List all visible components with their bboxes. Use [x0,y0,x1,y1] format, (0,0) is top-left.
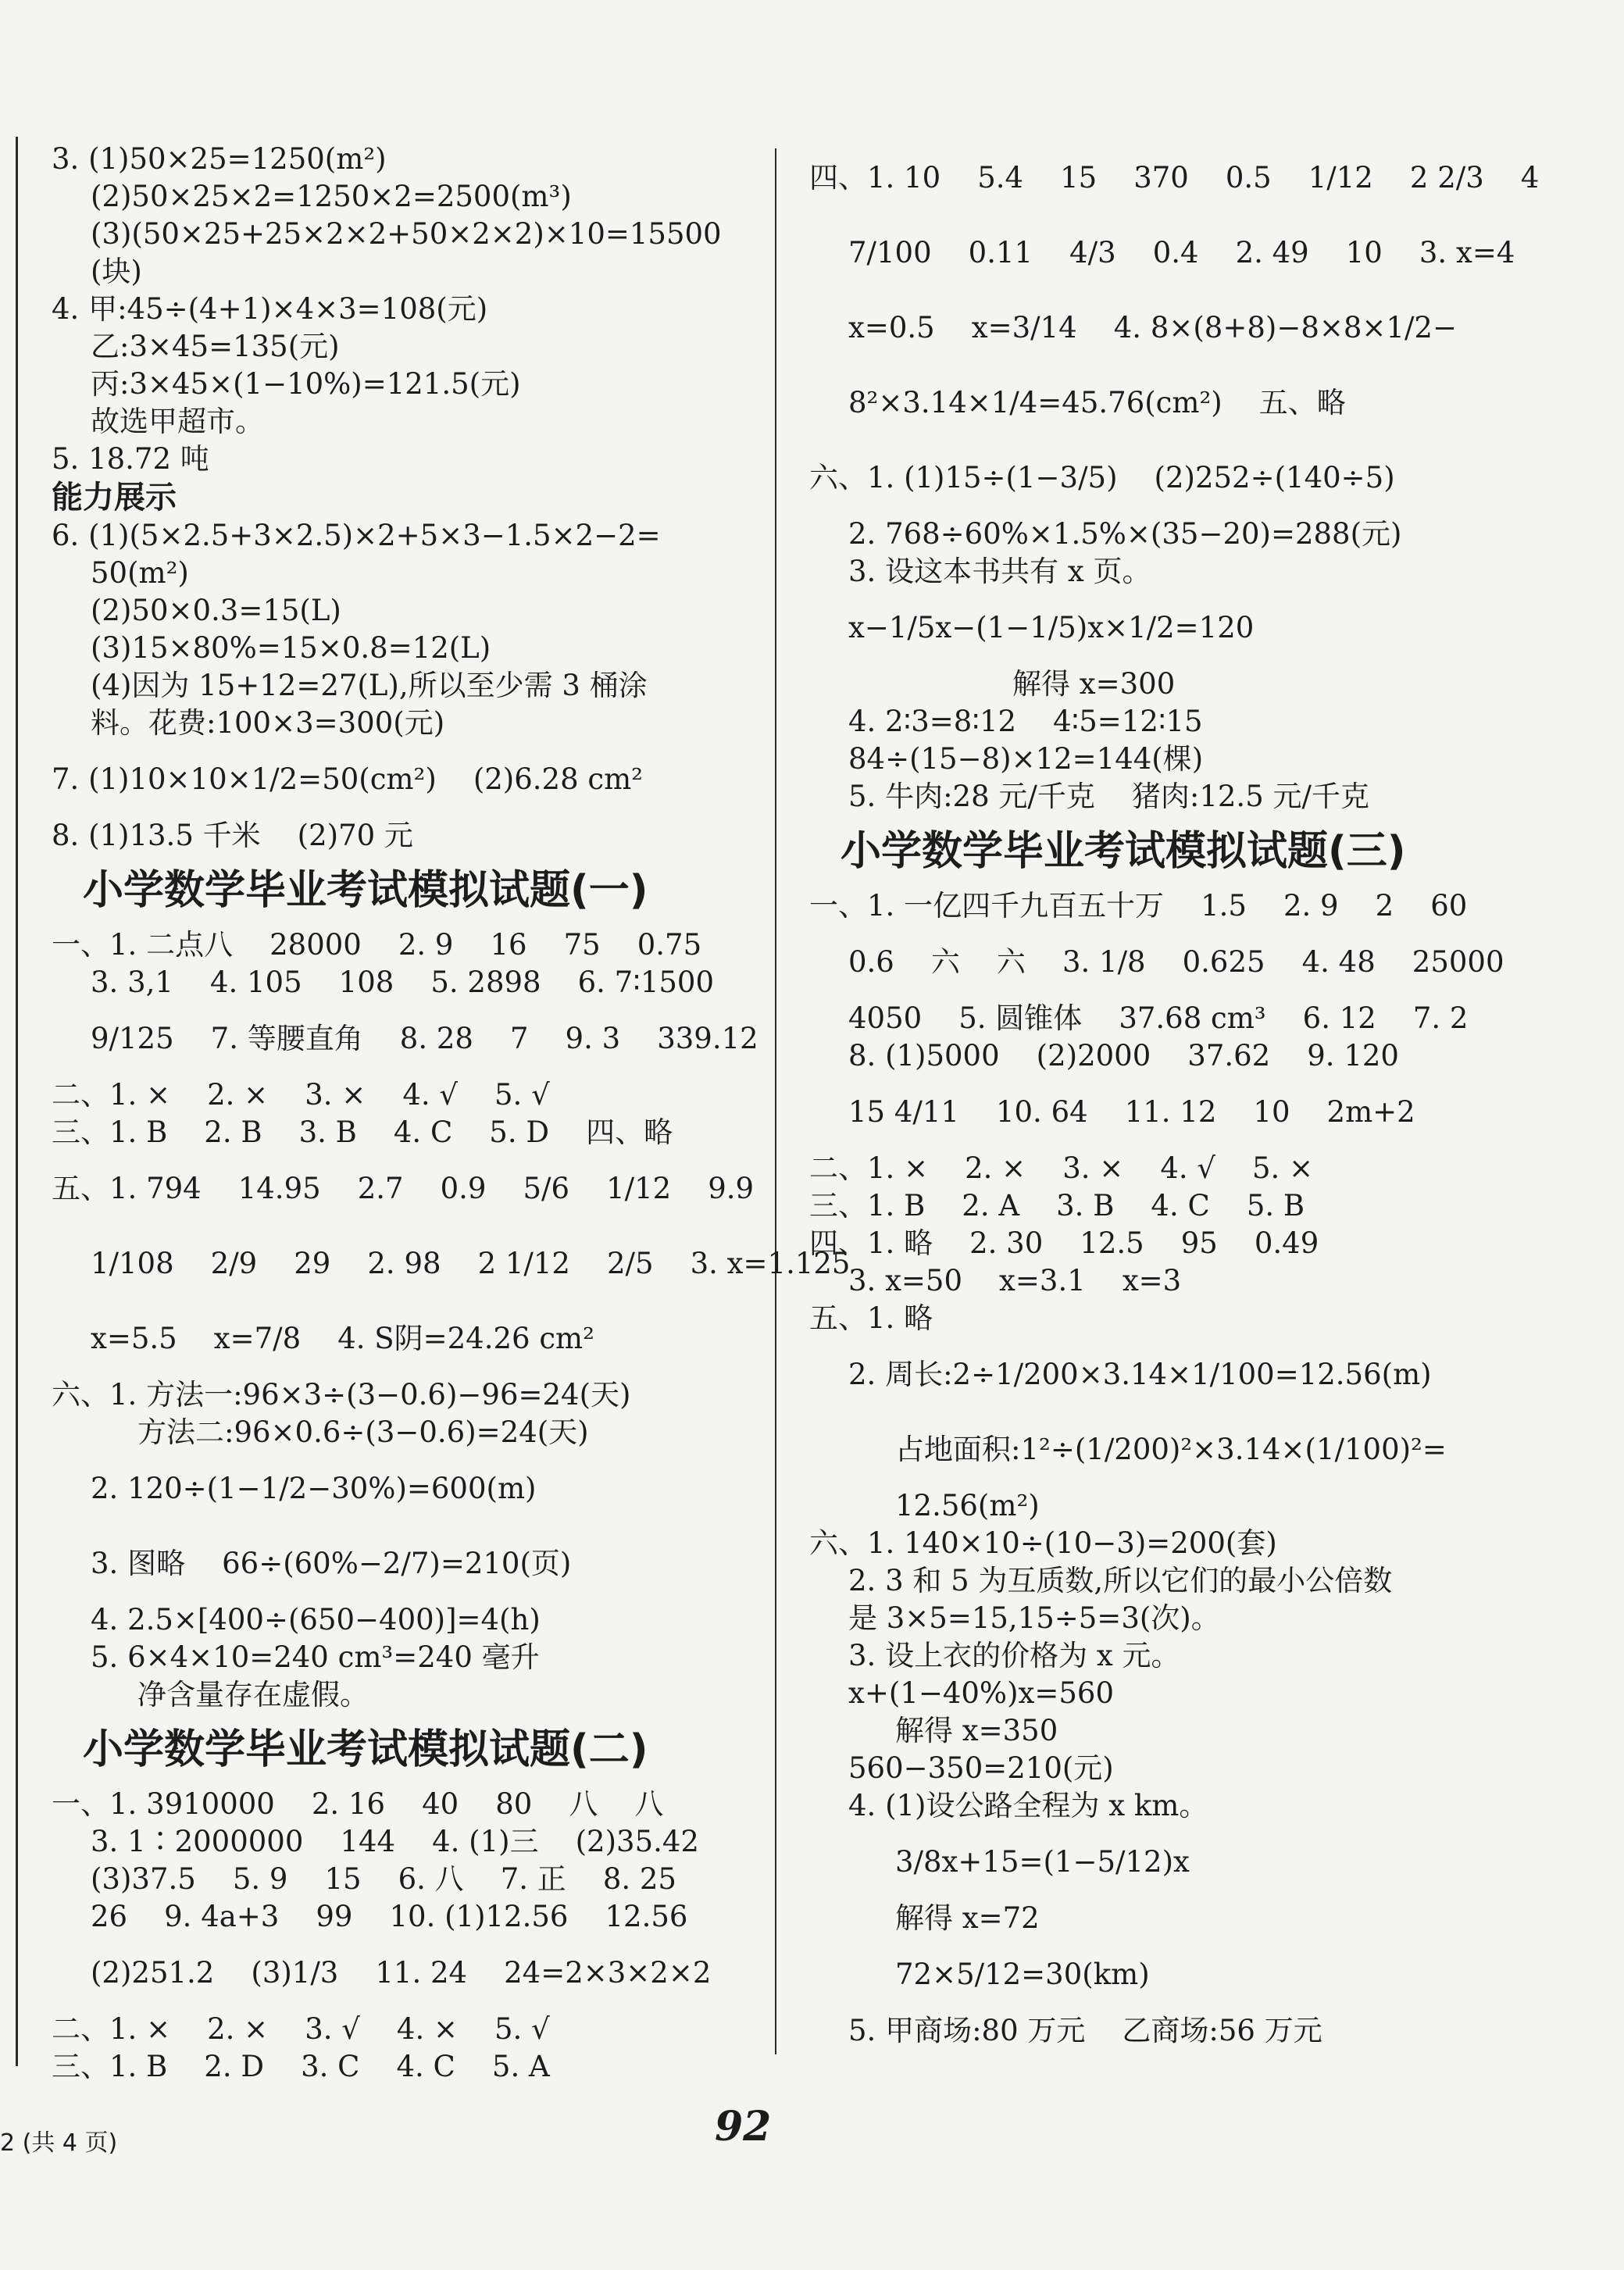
answer-line: 解得 x=300 [1012,667,1176,701]
column-divider [775,148,776,2054]
answer-line: 料。花费:100×3=300(元) [91,706,445,740]
answer-line: 8. (1)5000 (2)2000 37.62 9. 120 [848,1039,1399,1073]
answer-line: 8. (1)13.5 千米 (2)70 元 [52,819,413,852]
answer-line: x=0.5 x=3/14 4. 8×(8+8)−8×8×1/2− [848,311,1457,344]
answer-line: 解得 x=350 [895,1714,1058,1747]
answer-line: 4. (1)设公路全程为 x km。 [848,1789,1208,1822]
answer-line: 6. (1)(5×2.5+3×2.5)×2+5×3−1.5×2−2= [52,519,661,552]
answer-line: 四、1. 略 2. 30 12.5 95 0.49 [809,1226,1319,1260]
answer-line: 是 3×5=15,15÷5=3(次)。 [848,1601,1220,1635]
answer-line: 一、1. 3910000 2. 16 40 80 八 八 [52,1787,664,1821]
answer-line: 3. 设这本书共有 x 页。 [848,555,1151,588]
answer-line: 15 4/11 10. 64 11. 12 10 2m+2 [848,1095,1415,1129]
answer-line: 7/100 0.11 4/3 0.4 2. 49 10 3. x=4 [848,236,1515,269]
answer-line: 5. 甲商场:80 万元 乙商场:56 万元 [848,2014,1322,2047]
answer-line: 2. 768÷60%×1.5%×(35−20)=288(元) [848,517,1402,551]
answer-line: x+(1−40%)x=560 [848,1676,1115,1710]
answer-line: 六、1. 方法一:96×3÷(3−0.6)−96=24(天) [52,1378,631,1412]
answer-line: 一、1. 二点八 28000 2. 9 16 75 0.75 [52,928,702,962]
answer-line: 3. 1∶2000000 144 4. (1)三 (2)35.42 [91,1825,699,1858]
answer-line: 二、1. × 2. × 3. × 4. √ 5. × [809,1151,1314,1185]
answer-line: 2. 周长:2÷1/200×3.14×1/100=12.56(m) [848,1358,1432,1391]
answer-line: 一、1. 一亿四千九百五十万 1.5 2. 9 2 60 [809,889,1468,923]
answer-line: 乙:3×45=135(元) [91,330,340,363]
answer-line: 8²×3.14×1/4=45.76(cm²) 五、略 [848,386,1346,419]
answer-line: (2)50×0.3=15(L) [91,594,341,627]
left-answer-column [52,141,851,2086]
answer-line: 2. 120÷(1−1/2−30%)=600(m) [91,1472,537,1505]
answer-line: (块) [91,255,142,288]
right-answer-column [809,141,1590,2050]
answer-line: 解得 x=72 [895,1901,1040,1935]
section-heading: 小学数学毕业考试模拟试题(一) [83,867,648,914]
answer-line: 3. x=50 x=3.1 x=3 [848,1264,1182,1297]
answer-line: 0.6 六 六 3. 1/8 0.625 4. 48 25000 [848,945,1504,979]
answer-line: 3. 3,1 4. 105 108 5. 2898 6. 7∶1500 [91,965,715,999]
answer-line: 4. 甲:45÷(4+1)×4×3=108(元) [52,292,488,326]
answer-line: 3. 图略 66÷(60%−2/7)=210(页) [91,1547,572,1580]
answer-line: 四、1. 10 5.4 15 370 0.5 1/12 2 2/3 4 [809,161,1540,195]
answer-line: 2. 3 和 5 为互质数,所以它们的最小公倍数 [848,1564,1393,1597]
answer-line: (3)15×80%=15×0.8=12(L) [91,631,491,665]
answer-line: 3. 设上衣的价格为 x 元。 [848,1639,1180,1672]
answer-line: 9/125 7. 等腰直角 8. 28 7 9. 3 339.12 [91,1022,758,1055]
answer-line: 五、1. 794 14.95 2.7 0.9 5/6 1/12 9.9 [52,1172,755,1205]
answer-line: 二、1. × 2. × 3. × 4. √ 5. √ [52,1078,550,1112]
answer-line: 12.56(m²) [895,1489,1040,1522]
sub-heading: 能力展示 [52,480,177,516]
answer-line: 560−350=210(元) [848,1751,1114,1785]
answer-line: 84÷(15−8)×12=144(棵) [848,742,1204,776]
answer-line: 4. 2∶3=8∶12 4∶5=12∶15 [848,705,1203,738]
answer-line: 50(m²) [91,556,189,590]
answer-line: 7. (1)10×10×1/2=50(cm²) (2)6.28 cm² [52,762,644,796]
answer-line: (2)50×25×2=1250×2=2500(m³) [91,180,572,213]
answer-line: 4050 5. 圆锥体 37.68 cm³ 6. 12 7. 2 [848,1001,1469,1035]
answer-line: 5. 18.72 吨 [52,442,209,476]
answer-line: 5. 牛肉:28 元/千克 猪肉:12.5 元/千克 [848,780,1369,813]
answer-line: 三、1. B 2. D 3. C 4. C 5. A [52,2050,550,2083]
answer-line: 3. (1)50×25=1250(m²) [52,142,387,176]
answer-line: 方法二:96×0.6÷(3−0.6)=24(天) [137,1415,589,1449]
answer-line: 3/8x+15=(1−5/12)x [895,1845,1190,1879]
answer-line: (3)37.5 5. 9 15 6. 八 7. 正 8. 25 [91,1862,676,1896]
answer-line: x=5.5 x=7/8 4. S阴=24.26 cm² [91,1322,594,1355]
answer-line: 净含量存在虚假。 [137,1678,369,1711]
page-count-note: 2 (共 4 页) [0,2129,118,2157]
answer-line: (4)因为 15+12=27(L),所以至少需 3 桶涂 [91,669,648,702]
answer-line: 三、1. B 2. A 3. B 4. C 5. B [809,1189,1305,1222]
answer-line: 故选甲超市。 [91,405,264,438]
left-margin-rule [16,137,18,2066]
answer-line: (3)(50×25+25×2×2+50×2×2)×10=15500 [91,217,722,251]
answer-line: 4. 2.5×[400÷(650−400)]=4(h) [91,1603,541,1636]
answer-line: 丙:3×45×(1−10%)=121.5(元) [91,367,521,401]
answer-line: 二、1. × 2. × 3. √ 4. × 5. √ [52,2012,550,2046]
answer-line: 六、1. (1)15÷(1−3/5) (2)252÷(140÷5) [809,461,1395,494]
answer-line: 26 9. 4a+3 99 10. (1)12.56 12.56 [91,1900,688,1933]
answer-line: 占地面积:1²÷(1/200)²×3.14×(1/100)²= [895,1433,1447,1466]
section-heading: 小学数学毕业考试模拟试题(二) [83,1726,648,1773]
answer-line: 六、1. 140×10÷(10−3)=200(套) [809,1526,1277,1560]
answer-line: (2)251.2 (3)1/3 11. 24 24=2×3×2×2 [91,1956,712,1990]
answer-line: 1/108 2/9 29 2. 98 2 1/12 2/5 3. x=1.125 [91,1247,851,1280]
answer-line: 72×5/12=30(km) [895,1958,1150,1991]
answer-line: 三、1. B 2. B 3. B 4. C 5. D 四、略 [52,1115,673,1149]
answer-line: 五、1. 略 [809,1301,933,1335]
answer-line: x−1/5x−(1−1/5)x×1/2=120 [848,611,1255,644]
section-heading: 小学数学毕业考试模拟试题(三) [841,828,1406,875]
page-number: 92 [715,2103,772,2150]
answer-line: 5. 6×4×10=240 cm³=240 毫升 [91,1640,540,1674]
